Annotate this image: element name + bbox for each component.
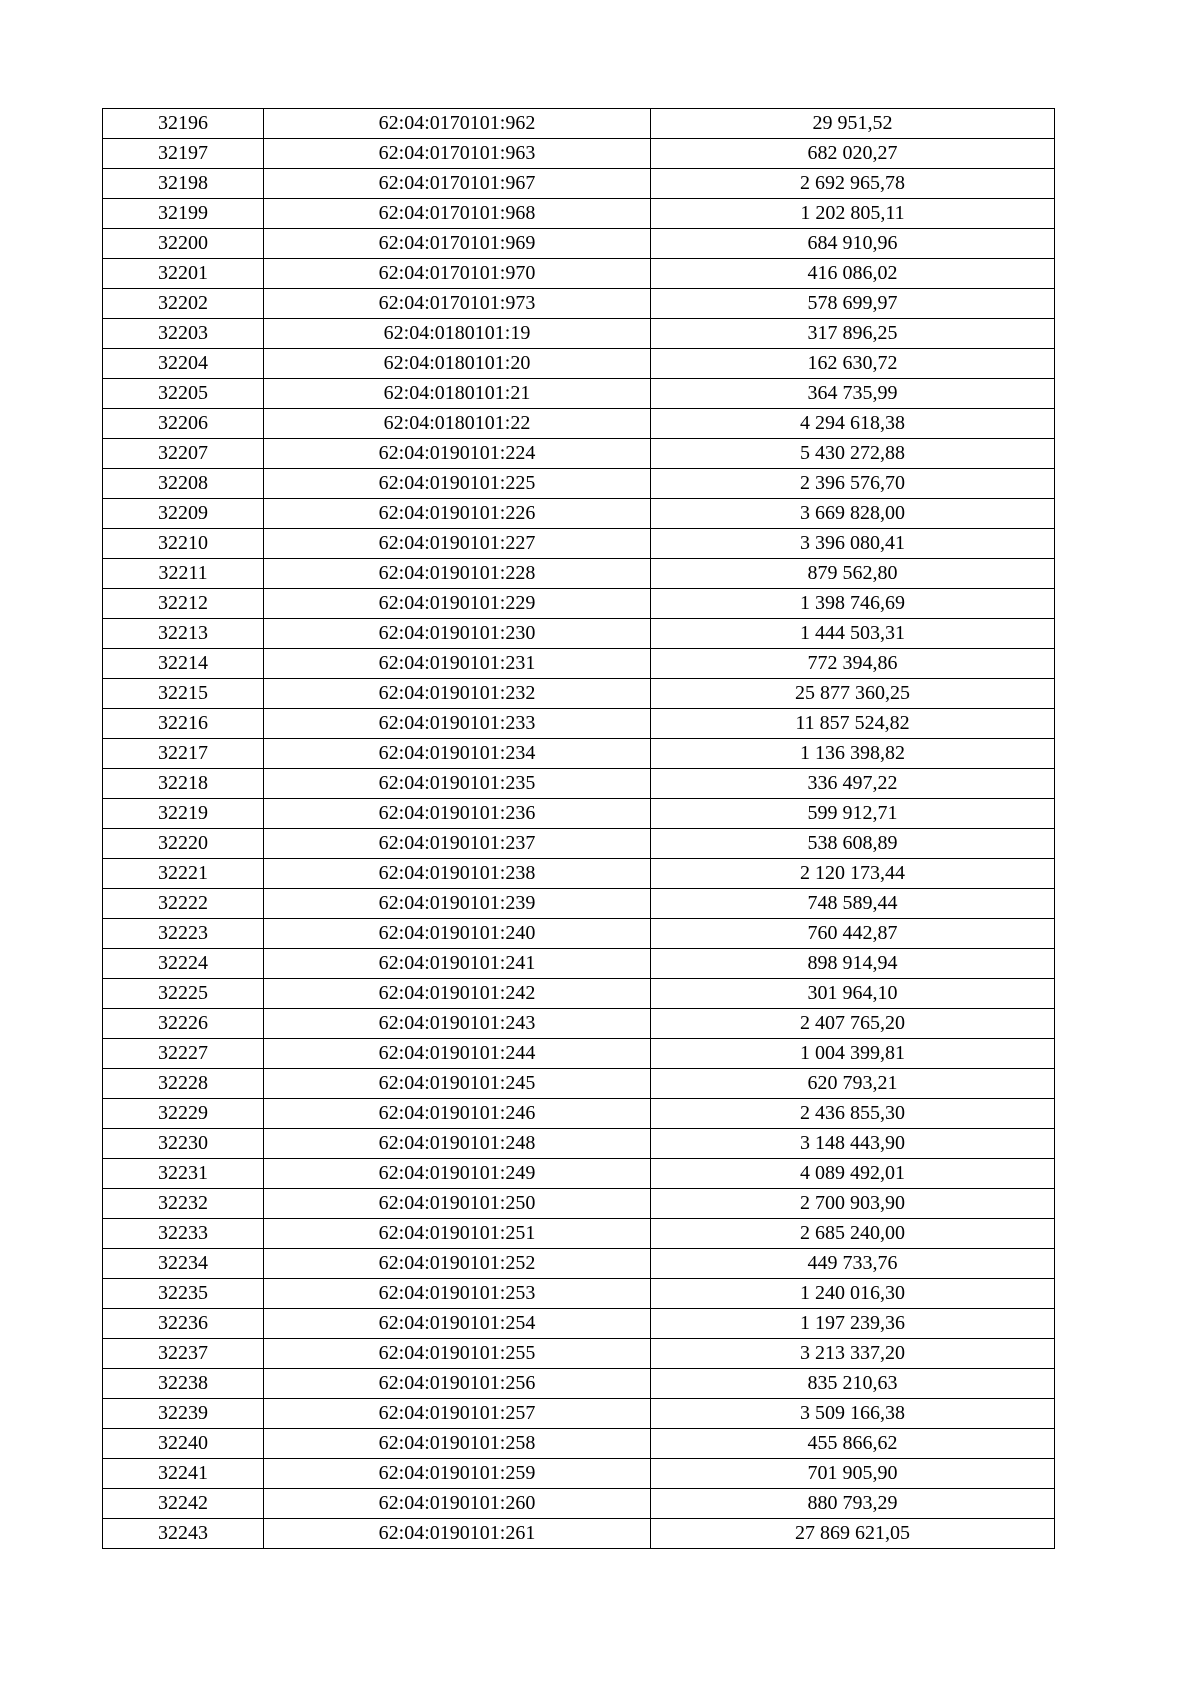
cadastral-number-cell: 62:04:0180101:21 (264, 379, 651, 409)
cadastral-value-cell: 162 630,72 (651, 349, 1055, 379)
row-number-cell: 32225 (103, 979, 264, 1009)
table-row (103, 1219, 1055, 1249)
table-row (103, 1249, 1055, 1279)
row-number-cell: 32243 (103, 1519, 264, 1549)
cadastral-value-cell: 4 294 618,38 (651, 409, 1055, 439)
cadastral-value-cell: 1 240 016,30 (651, 1279, 1055, 1309)
cadastral-number-cell: 62:04:0190101:258 (264, 1429, 651, 1459)
row-number-cell: 32230 (103, 1129, 264, 1159)
table-row (103, 799, 1055, 829)
table-row (103, 889, 1055, 919)
row-number-cell: 32218 (103, 769, 264, 799)
table-row (103, 919, 1055, 949)
cadastral-value-cell: 760 442,87 (651, 919, 1055, 949)
cadastral-value-cell: 578 699,97 (651, 289, 1055, 319)
cadastral-value-cell: 682 020,27 (651, 139, 1055, 169)
cadastral-value-cell: 336 497,22 (651, 769, 1055, 799)
cadastral-value-cell: 364 735,99 (651, 379, 1055, 409)
cadastral-number-cell: 62:04:0180101:22 (264, 409, 651, 439)
table-row (103, 679, 1055, 709)
cadastral-value-cell: 455 866,62 (651, 1429, 1055, 1459)
table-row (103, 949, 1055, 979)
cadastral-number-cell: 62:04:0190101:236 (264, 799, 651, 829)
table-row (103, 589, 1055, 619)
cadastral-value-cell: 2 120 173,44 (651, 859, 1055, 889)
cadastral-number-cell: 62:04:0190101:240 (264, 919, 651, 949)
cadastral-number-cell: 62:04:0190101:224 (264, 439, 651, 469)
row-number-cell: 32217 (103, 739, 264, 769)
cadastral-number-cell: 62:04:0190101:227 (264, 529, 651, 559)
table-row (103, 349, 1055, 379)
row-number-cell: 32232 (103, 1189, 264, 1219)
cadastral-value-cell: 11 857 524,82 (651, 709, 1055, 739)
cadastral-value-cell: 3 509 166,38 (651, 1399, 1055, 1429)
cadastral-number-cell: 62:04:0190101:234 (264, 739, 651, 769)
row-number-cell: 32237 (103, 1339, 264, 1369)
row-number-cell: 32223 (103, 919, 264, 949)
cadastral-number-cell: 62:04:0190101:251 (264, 1219, 651, 1249)
cadastral-number-cell: 62:04:0190101:260 (264, 1489, 651, 1519)
table-row (103, 1429, 1055, 1459)
cadastral-number-cell: 62:04:0170101:962 (264, 109, 651, 139)
row-number-cell: 32219 (103, 799, 264, 829)
cadastral-value-cell: 416 086,02 (651, 259, 1055, 289)
cadastral-number-cell: 62:04:0190101:255 (264, 1339, 651, 1369)
cadastral-number-cell: 62:04:0190101:235 (264, 769, 651, 799)
row-number-cell: 32202 (103, 289, 264, 319)
cadastral-value-cell: 835 210,63 (651, 1369, 1055, 1399)
row-number-cell: 32213 (103, 619, 264, 649)
cadastral-number-cell: 62:04:0190101:230 (264, 619, 651, 649)
table-row (103, 139, 1055, 169)
table-row (103, 1279, 1055, 1309)
row-number-cell: 32224 (103, 949, 264, 979)
row-number-cell: 32199 (103, 199, 264, 229)
row-number-cell: 32207 (103, 439, 264, 469)
cadastral-number-cell: 62:04:0190101:253 (264, 1279, 651, 1309)
row-number-cell: 32201 (103, 259, 264, 289)
table-row (103, 619, 1055, 649)
row-number-cell: 32227 (103, 1039, 264, 1069)
table-row (103, 1129, 1055, 1159)
cadastral-number-cell: 62:04:0190101:229 (264, 589, 651, 619)
table-row (103, 379, 1055, 409)
cadastral-number-cell: 62:04:0190101:248 (264, 1129, 651, 1159)
cadastral-value-cell: 3 148 443,90 (651, 1129, 1055, 1159)
cadastral-value-cell: 29 951,52 (651, 109, 1055, 139)
table-row (103, 1399, 1055, 1429)
row-number-cell: 32231 (103, 1159, 264, 1189)
row-number-cell: 32200 (103, 229, 264, 259)
row-number-cell: 32238 (103, 1369, 264, 1399)
row-number-cell: 32233 (103, 1219, 264, 1249)
cadastral-value-cell: 898 914,94 (651, 949, 1055, 979)
row-number-cell: 32220 (103, 829, 264, 859)
cadastral-number-cell: 62:04:0190101:261 (264, 1519, 651, 1549)
table-row (103, 1369, 1055, 1399)
table-row (103, 199, 1055, 229)
cadastral-value-cell: 4 089 492,01 (651, 1159, 1055, 1189)
cadastral-value-cell: 5 430 272,88 (651, 439, 1055, 469)
cadastral-number-cell: 62:04:0190101:259 (264, 1459, 651, 1489)
table-row (103, 1189, 1055, 1219)
cadastral-number-cell: 62:04:0170101:963 (264, 139, 651, 169)
cadastral-number-cell: 62:04:0190101:241 (264, 949, 651, 979)
table-row (103, 409, 1055, 439)
table-row (103, 499, 1055, 529)
row-number-cell: 32242 (103, 1489, 264, 1519)
cadastral-value-cell: 538 608,89 (651, 829, 1055, 859)
cadastral-value-cell: 772 394,86 (651, 649, 1055, 679)
cadastral-value-cell: 2 407 765,20 (651, 1009, 1055, 1039)
row-number-cell: 32212 (103, 589, 264, 619)
row-number-cell: 32235 (103, 1279, 264, 1309)
cadastral-value-cell: 748 589,44 (651, 889, 1055, 919)
table-row (103, 319, 1055, 349)
cadastral-number-cell: 62:04:0190101:239 (264, 889, 651, 919)
row-number-cell: 32209 (103, 499, 264, 529)
table-body (103, 109, 1055, 1549)
row-number-cell: 32222 (103, 889, 264, 919)
cadastral-value-cell: 1 444 503,31 (651, 619, 1055, 649)
table-row (103, 109, 1055, 139)
cadastral-number-cell: 62:04:0170101:967 (264, 169, 651, 199)
cadastral-value-cell: 27 869 621,05 (651, 1519, 1055, 1549)
cadastral-number-cell: 62:04:0190101:225 (264, 469, 651, 499)
table-row (103, 1309, 1055, 1339)
table-row (103, 649, 1055, 679)
table-row (103, 1159, 1055, 1189)
table-row (103, 829, 1055, 859)
table-row (103, 1489, 1055, 1519)
row-number-cell: 32240 (103, 1429, 264, 1459)
row-number-cell: 32241 (103, 1459, 264, 1489)
table-row (103, 1519, 1055, 1549)
cadastral-value-cell: 3 669 828,00 (651, 499, 1055, 529)
cadastral-value-cell: 317 896,25 (651, 319, 1055, 349)
cadastral-number-cell: 62:04:0190101:256 (264, 1369, 651, 1399)
cadastral-number-cell: 62:04:0190101:254 (264, 1309, 651, 1339)
cadastral-value-cell: 25 877 360,25 (651, 679, 1055, 709)
row-number-cell: 32205 (103, 379, 264, 409)
cadastral-value-table (102, 108, 1055, 1549)
cadastral-number-cell: 62:04:0170101:969 (264, 229, 651, 259)
cadastral-number-cell: 62:04:0180101:19 (264, 319, 651, 349)
row-number-cell: 32234 (103, 1249, 264, 1279)
row-number-cell: 32210 (103, 529, 264, 559)
cadastral-value-cell: 2 692 965,78 (651, 169, 1055, 199)
table-row (103, 979, 1055, 1009)
row-number-cell: 32198 (103, 169, 264, 199)
cadastral-value-cell: 301 964,10 (651, 979, 1055, 1009)
row-number-cell: 32204 (103, 349, 264, 379)
table-row (103, 229, 1055, 259)
row-number-cell: 32228 (103, 1069, 264, 1099)
cadastral-value-cell: 2 436 855,30 (651, 1099, 1055, 1129)
row-number-cell: 32203 (103, 319, 264, 349)
cadastral-number-cell: 62:04:0170101:970 (264, 259, 651, 289)
row-number-cell: 32221 (103, 859, 264, 889)
cadastral-number-cell: 62:04:0190101:231 (264, 649, 651, 679)
table-row (103, 289, 1055, 319)
cadastral-value-cell: 620 793,21 (651, 1069, 1055, 1099)
cadastral-value-cell: 1 398 746,69 (651, 589, 1055, 619)
cadastral-value-cell: 2 700 903,90 (651, 1189, 1055, 1219)
table-row (103, 1339, 1055, 1369)
row-number-cell: 32215 (103, 679, 264, 709)
row-number-cell: 32236 (103, 1309, 264, 1339)
cadastral-number-cell: 62:04:0190101:237 (264, 829, 651, 859)
row-number-cell: 32208 (103, 469, 264, 499)
cadastral-value-cell: 701 905,90 (651, 1459, 1055, 1489)
table-row (103, 1459, 1055, 1489)
table-row (103, 559, 1055, 589)
table-row (103, 709, 1055, 739)
table-row (103, 439, 1055, 469)
cadastral-number-cell: 62:04:0190101:243 (264, 1009, 651, 1039)
cadastral-number-cell: 62:04:0190101:232 (264, 679, 651, 709)
table-row (103, 739, 1055, 769)
cadastral-number-cell: 62:04:0190101:250 (264, 1189, 651, 1219)
cadastral-value-cell: 1 136 398,82 (651, 739, 1055, 769)
cadastral-value-cell: 879 562,80 (651, 559, 1055, 589)
row-number-cell: 32197 (103, 139, 264, 169)
row-number-cell: 32229 (103, 1099, 264, 1129)
table-row (103, 169, 1055, 199)
row-number-cell: 32206 (103, 409, 264, 439)
cadastral-number-cell: 62:04:0170101:973 (264, 289, 651, 319)
cadastral-value-cell: 449 733,76 (651, 1249, 1055, 1279)
cadastral-value-cell: 599 912,71 (651, 799, 1055, 829)
row-number-cell: 32211 (103, 559, 264, 589)
cadastral-number-cell: 62:04:0190101:238 (264, 859, 651, 889)
cadastral-number-cell: 62:04:0170101:968 (264, 199, 651, 229)
table-row (103, 1069, 1055, 1099)
cadastral-number-cell: 62:04:0180101:20 (264, 349, 651, 379)
table-row (103, 1039, 1055, 1069)
row-number-cell: 32226 (103, 1009, 264, 1039)
cadastral-number-cell: 62:04:0190101:245 (264, 1069, 651, 1099)
cadastral-value-cell: 880 793,29 (651, 1489, 1055, 1519)
table-row (103, 469, 1055, 499)
cadastral-value-cell: 1 004 399,81 (651, 1039, 1055, 1069)
table-row (103, 529, 1055, 559)
cadastral-value-cell: 2 396 576,70 (651, 469, 1055, 499)
cadastral-value-cell: 3 396 080,41 (651, 529, 1055, 559)
table-row (103, 769, 1055, 799)
table-row (103, 859, 1055, 889)
row-number-cell: 32239 (103, 1399, 264, 1429)
table-row (103, 1099, 1055, 1129)
row-number-cell: 32214 (103, 649, 264, 679)
cadastral-value-cell: 3 213 337,20 (651, 1339, 1055, 1369)
row-number-cell: 32216 (103, 709, 264, 739)
row-number-cell: 32196 (103, 109, 264, 139)
cadastral-number-cell: 62:04:0190101:226 (264, 499, 651, 529)
cadastral-number-cell: 62:04:0190101:257 (264, 1399, 651, 1429)
cadastral-number-cell: 62:04:0190101:233 (264, 709, 651, 739)
cadastral-value-cell: 684 910,96 (651, 229, 1055, 259)
table-row (103, 259, 1055, 289)
cadastral-number-cell: 62:04:0190101:242 (264, 979, 651, 1009)
cadastral-number-cell: 62:04:0190101:244 (264, 1039, 651, 1069)
cadastral-number-cell: 62:04:0190101:246 (264, 1099, 651, 1129)
table-row (103, 1009, 1055, 1039)
cadastral-value-cell: 1 202 805,11 (651, 199, 1055, 229)
cadastral-number-cell: 62:04:0190101:252 (264, 1249, 651, 1279)
cadastral-value-cell: 1 197 239,36 (651, 1309, 1055, 1339)
cadastral-number-cell: 62:04:0190101:228 (264, 559, 651, 589)
cadastral-number-cell: 62:04:0190101:249 (264, 1159, 651, 1189)
cadastral-value-cell: 2 685 240,00 (651, 1219, 1055, 1249)
